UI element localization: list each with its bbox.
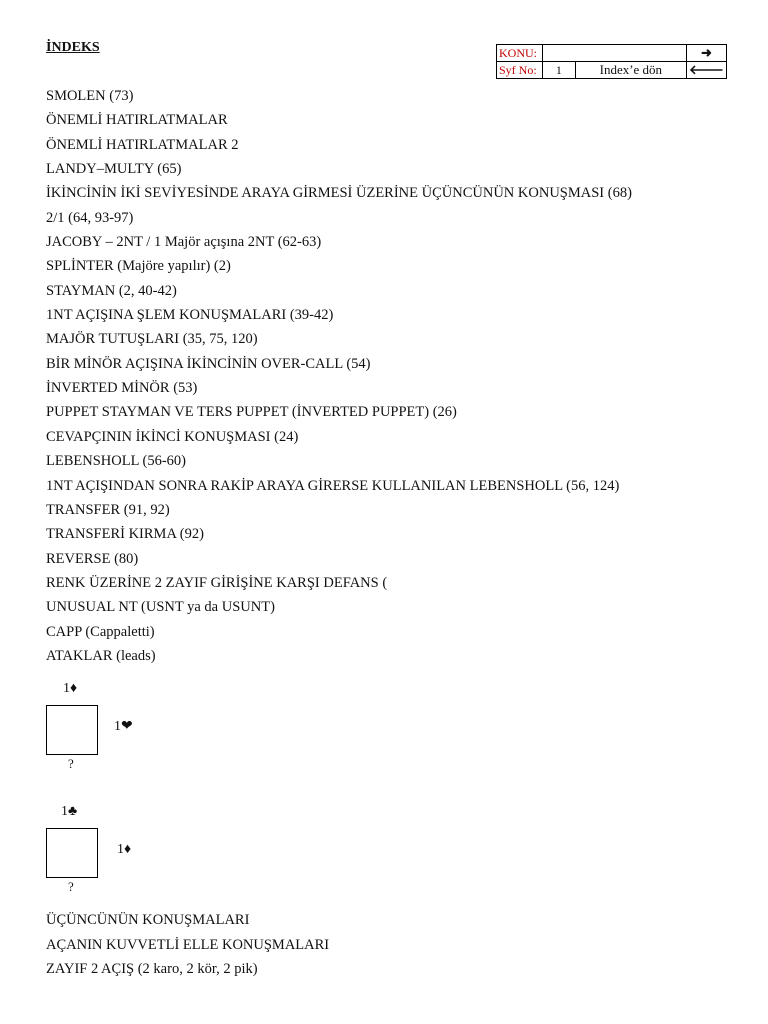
back-arrow-icon[interactable]: 🡐 <box>687 62 727 79</box>
konu-label: KONU: <box>497 45 543 62</box>
index-item[interactable]: PUPPET STAYMAN VE TERS PUPPET (İNVERTED PUPPET) (26) <box>46 404 457 421</box>
index-item[interactable]: UNUSUAL NT (USNT ya da USUNT) <box>46 599 275 616</box>
diagram2-question: ? <box>68 879 74 894</box>
index-item[interactable]: İKİNCİNİN İKİ SEVİYESİNDE ARAYA GİRMESİ ÜZERİNE ÜÇÜNCÜNÜN KONUŞMASI (68) <box>46 185 632 202</box>
index-item[interactable]: MAJÖR TUTUŞLARI (35, 75, 120) <box>46 331 258 348</box>
index-item[interactable]: İNVERTED MİNÖR (53) <box>46 380 198 397</box>
index-item[interactable]: 1NT AÇIŞINDAN SONRA RAKİP ARAYA GİRERSE KULLANILAN LEBENSHOLL (56, 124) <box>46 477 620 494</box>
diagram1-bid-box[interactable] <box>46 705 98 755</box>
index-item[interactable]: ZAYIF 2 AÇIŞ (2 karo, 2 kör, 2 pik) <box>46 961 258 977</box>
index-item[interactable]: SMOLEN (73) <box>46 88 134 104</box>
syf-label: Syf No: <box>497 62 543 79</box>
index-item[interactable]: JACOBY – 2NT / 1 Majör açışına 2NT (62-63) <box>46 234 322 251</box>
diagram1-top-bid: 1♦ <box>63 681 78 696</box>
bottom-index-list <box>46 908 329 982</box>
index-item[interactable]: 1NT AÇIŞINA ŞLEM KONUŞMALARI (39-42) <box>46 307 334 324</box>
index-item[interactable]: REVERSE (80) <box>46 550 139 567</box>
index-item[interactable]: ÖNEMLİ HATIRLATMALAR <box>46 112 228 129</box>
diagram2-top-bid: 1♣ <box>61 804 78 819</box>
diagram2-right-bid: 1♦ <box>117 842 132 857</box>
index-home-link[interactable]: Index’e dön <box>575 62 686 79</box>
index-item[interactable]: CAPP (Cappaletti) <box>46 623 155 640</box>
page-number: 1 <box>543 62 576 79</box>
index-item[interactable]: SPLİNTER (Majöre yapılır) (2) <box>46 258 231 275</box>
index-item[interactable]: ATAKLAR (leads) <box>46 647 156 664</box>
index-item[interactable]: 2/1 (64, 93-97) <box>46 209 134 226</box>
diagram1-right-bid: 1❤ <box>114 719 133 734</box>
index-item[interactable]: RENK ÜZERİNE 2 ZAYIF GİRİŞİNE KARŞI DEFANS ( <box>46 574 388 591</box>
konu-value <box>543 45 687 62</box>
page-title: İNDEKS <box>46 40 100 55</box>
index-item[interactable]: CEVAPÇININ İKİNCİ KONUŞMASI (24) <box>46 428 299 445</box>
index-item[interactable]: TRANSFERİ KIRMA (92) <box>46 526 204 543</box>
diagram1-question: ? <box>68 756 74 771</box>
index-item[interactable]: LEBENSHOLL (56-60) <box>46 453 187 470</box>
navigation-table <box>496 44 727 79</box>
index-item[interactable]: STAYMAN (2, 40-42) <box>46 282 177 299</box>
forward-arrow-icon[interactable]: ➜ <box>687 45 727 62</box>
index-item[interactable]: AÇANIN KUVVETLİ ELLE KONUŞMALARI <box>46 936 330 953</box>
index-item[interactable]: LANDY–MULTY (65) <box>46 161 182 178</box>
index-item[interactable]: ÜÇÜNCÜNÜN KONUŞMALARI <box>46 912 250 928</box>
diagram2-bid-box[interactable] <box>46 828 98 878</box>
index-item[interactable]: TRANSFER (91, 92) <box>46 501 170 518</box>
index-list <box>46 84 632 668</box>
index-item[interactable]: ÖNEMLİ HATIRLATMALAR 2 <box>46 136 239 153</box>
index-item[interactable]: BİR MİNÖR AÇIŞINA İKİNCİNİN OVER-CALL (54) <box>46 355 371 372</box>
